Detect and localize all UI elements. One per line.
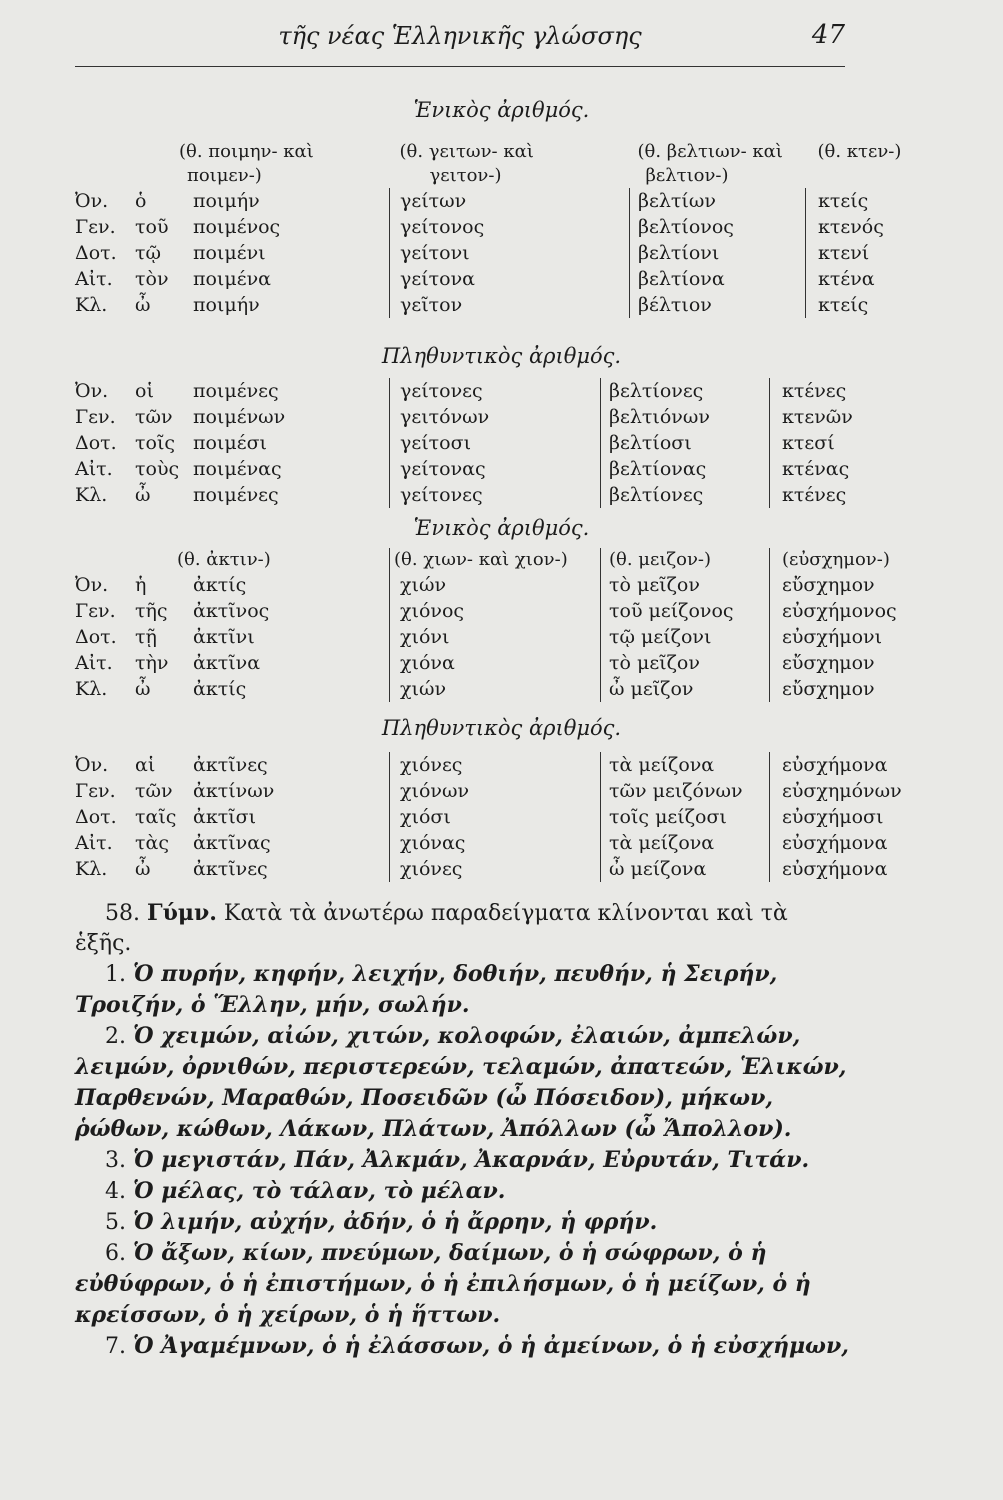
section1-singular-title: Ἑνικὸς ἀριθμός.	[413, 98, 590, 122]
table-row: Αἰτ. τὴν ἀκτῖνα χιόνα τὸ μεῖζον εὔσχημον	[75, 650, 932, 676]
section2-singular-title: Ἑνικὸς ἀριθμός.	[413, 516, 590, 540]
table-row: Δοτ. τῷ ποιμένι γείτονι βελτίονι κτενί	[75, 240, 968, 266]
list-item: 3. Ὁ μεγιστάν, Πάν, Ἀλκμάν, Ἀκαρνάν, Εὐρυτάν, Τιτάν.	[105, 1147, 810, 1173]
page-number: 47	[811, 20, 845, 50]
section2-table	[75, 548, 932, 702]
table-row: Κλ. ὦ ποιμήν γεῖτον βέλτιον κτείς	[75, 292, 968, 318]
exercise-intro-text: Κατὰ τὰ ἀνωτέρω παραδείγματα κλίνονται καὶ τὰ ἑξῆς.	[75, 901, 788, 956]
table-row: Γεν. τοῦ ποιμένος γείτονος βελτίονος κτενός	[75, 214, 968, 240]
table-row: Ὀν. οἱ ποιμένες γείτονες βελτίονες κτένες	[75, 378, 932, 404]
table-row: Αἰτ. τὰς ἀκτῖνας χιόνας τὰ μείζονα εὐσχήμονα	[75, 830, 932, 856]
table-row: Κλ. ὦ ἀκτῖνες χιόνες ὦ μείζονα εὐσχήμονα	[75, 856, 932, 882]
stem-label: (θ. μειζον-)	[601, 548, 770, 572]
section1-plural-table	[75, 378, 932, 508]
table-row: Δοτ. τῇ ἀκτῖνι χιόνι τῷ μείζονι εὐσχήμονι	[75, 624, 932, 650]
stem-label: γειτον-)	[429, 165, 502, 186]
stem-label: (θ. χιων- καὶ χιον-)	[390, 548, 601, 572]
table-row: Αἰτ. τὸν ποιμένα γείτονα βελτίονα κτένα	[75, 266, 968, 292]
stem-label: βελτιον-)	[645, 165, 729, 186]
table-row: Γεν. τῶν ποιμένων γειτόνων βελτιόνων κτενῶν	[75, 404, 932, 430]
list-item: 6. Ὁ ἄξων, κίων, πνεύμων, δαίμων, ὁ ἡ σώφρων, ὁ ἡ εὐθύφρων, ὁ ἡ ἐπιστήμων, ὁ ἡ ἐπιλήσμων, ὁ ἡ μείζων, ὁ ἡ κρείσσων, ὁ ἡ χείρων, ὁ ἡ ἥττων.	[75, 1240, 811, 1328]
table-row: Δοτ. ταῖς ἀκτῖσι χιόσι τοῖς μείζοσι εὐσχήμοσι	[75, 804, 932, 830]
section1-plural-title: Πληθυντικὸς ἀριθμός.	[381, 344, 622, 368]
exercise-block	[75, 898, 850, 1362]
running-header	[75, 20, 845, 66]
stem-label: (θ. κτεν-)	[817, 141, 902, 162]
table-row: Γεν. τῆς ἀκτῖνος χιόνος τοῦ μείζονος εὐσχήμονος	[75, 598, 932, 624]
table-row: Κλ. ὦ ἀκτίς χιών ὦ μεῖζον εὔσχημον	[75, 676, 932, 702]
table-row: Ὀν. αἱ ἀκτῖνες χιόνες τὰ μείζονα εὐσχήμονα	[75, 752, 932, 778]
exercise-number: 58.	[105, 901, 140, 926]
stem-label: (θ. γειτων- καὶ	[399, 141, 534, 162]
stem-label: ποιμεν-)	[187, 165, 262, 186]
section1-table	[75, 140, 968, 318]
exercise-intro	[75, 898, 850, 959]
stem-label: (θ. ἀκτιν-)	[177, 549, 271, 570]
table-row: Κλ. ὦ ποιμένες γείτονες βελτίονες κτένες	[75, 482, 932, 508]
table-row: Αἰτ. τοὺς ποιμένας γείτονας βελτίονας κτένας	[75, 456, 932, 482]
table-row: Δοτ. τοῖς ποιμέσι γείτοσι βελτίοσι κτεσί	[75, 430, 932, 456]
running-title: τῆς νέας Ἑλληνικῆς γλώσσης	[278, 22, 642, 50]
exercise-label: Γύμν.	[147, 900, 217, 926]
section2-plural-table	[75, 752, 932, 882]
stem-label: (θ. βελτιων- καὶ	[637, 141, 783, 162]
section2-plural-title: Πληθυντικὸς ἀριθμός.	[381, 716, 622, 740]
stem-label: (εὐσχημον-)	[770, 548, 933, 572]
table-row: Ὀν. ὁ ποιμήν γείτων βελτίων κτείς	[75, 188, 968, 214]
list-item: 1. Ὁ πυρήν, κηφήν, λειχήν, δοθιήν, πευθήν, ἡ Σειρήν, Τροιζήν, ὁ Ἕλλην, μήν, σωλήν.	[75, 961, 778, 1018]
list-item: 7. Ὁ Ἀγαμέμνων, ὁ ἡ ἐλάσσων, ὁ ἡ ἀμείνων, ὁ ἡ εὐσχήμων,	[105, 1333, 849, 1359]
list-item: 5. Ὁ λιμήν, αὐχήν, ἀδήν, ὁ ἡ ἄρρην, ἡ φρήν.	[105, 1209, 658, 1235]
table-row: Γεν. τῶν ἀκτίνων χιόνων τῶν μειζόνων εὐσχημόνων	[75, 778, 932, 804]
list-item: 4. Ὁ μέλας, τὸ τάλαν, τὸ μέλαν.	[105, 1178, 506, 1204]
stem-label: (θ. ποιμην- καὶ	[179, 141, 314, 162]
header-rule	[75, 66, 845, 67]
table-row: Ὀν. ἡ ἀκτίς χιών τὸ μεῖζον εὔσχημον	[75, 572, 932, 598]
list-item: 2. Ὁ χειμών, αἰών, χιτών, κολοφών, ἐλαιών, ἀμπελών, λειμών, ὀρνιθών, περιστερεών, τελαμών, ἀπατεών, Ἑλικών, Παρθενών, Μαραθών, Ποσειδῶν (ὦ Πόσειδον), μήκων, ῥώθων, κώθων, Λάκων, Πλάτων, Ἀπόλλων (ὦ Ἄπολλον).	[75, 1023, 847, 1142]
